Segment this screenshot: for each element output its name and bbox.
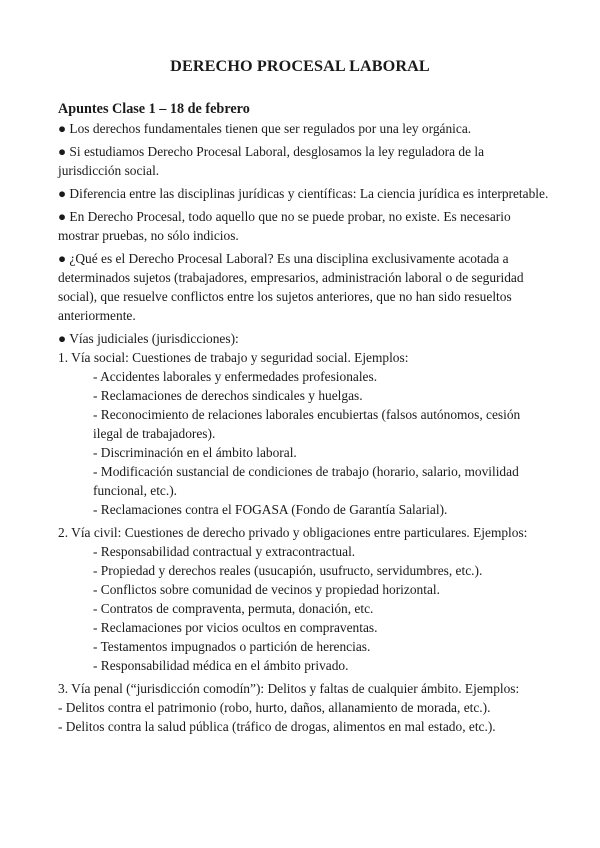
via-social-heading: 1. Vía social: Cuestiones de trabajo y seguridad social. Ejemplos:	[58, 350, 409, 365]
bullet-paragraph: ● Si estudiamos Derecho Procesal Laboral, desglosamos la ley reguladora de la jurisdicción social.	[58, 144, 485, 178]
list-item: - Reconocimiento de relaciones laborales encubiertas (falsos autónomos, cesión ilegal de trabajadores).	[93, 407, 521, 441]
list-item: - Testamentos impugnados o partición de herencias.	[93, 639, 371, 654]
list-item: - Delitos contra la salud pública (tráfico de drogas, alimentos en mal estado, etc.).	[58, 719, 496, 734]
list-item: - Reclamaciones de derechos sindicales y huelgas.	[93, 388, 363, 403]
list-item: - Responsabilidad contractual y extracontractual.	[93, 544, 356, 559]
page-title: DERECHO PROCESAL LABORAL	[170, 57, 430, 75]
via-social-list	[58, 367, 550, 519]
list-item: - Conflictos sobre comunidad de vecinos y propiedad horizontal.	[93, 582, 440, 597]
bullet-paragraph: ● Los derechos fundamentales tienen que ser regulados por una ley orgánica.	[58, 121, 472, 136]
list-item: - Discriminación en el ámbito laboral.	[93, 445, 297, 460]
list-item: - Reclamaciones contra el FOGASA (Fondo de Garantía Salarial).	[93, 502, 448, 517]
list-item: - Accidentes laborales y enfermedades profesionales.	[93, 369, 378, 384]
list-item: - Propiedad y derechos reales (usucapión, usufructo, servidumbres, etc.).	[93, 563, 483, 578]
bullet-paragraph: ● Diferencia entre las disciplinas jurídicas y científicas: La ciencia jurídica es interpretable.	[58, 186, 549, 201]
document-body	[58, 100, 550, 736]
via-civil-heading: 2. Vía civil: Cuestiones de derecho privado y obligaciones entre particulares. Ejemplos:	[58, 525, 528, 540]
list-item: - Modificación sustancial de condiciones de trabajo (horario, salario, movilidad funcional, etc.).	[93, 464, 519, 498]
via-penal-heading: 3. Vía penal (“jurisdicción comodín”): Delitos y faltas de cualquier ámbito. Ejemplos:	[58, 681, 520, 696]
bullet-paragraph: ● Vías judiciales (jurisdicciones):	[58, 331, 239, 346]
list-item: - Delitos contra el patrimonio (robo, hurto, daños, allanamiento de morada, etc.).	[58, 700, 491, 715]
via-civil-list	[58, 542, 550, 675]
bullet-paragraph: ● En Derecho Procesal, todo aquello que no se puede probar, no existe. Es necesario mostrar pruebas, no sólo indicios.	[58, 209, 511, 243]
list-item: - Reclamaciones por vicios ocultos en compraventas.	[93, 620, 378, 635]
class-notes-heading: Apuntes Clase 1 – 18 de febrero	[58, 101, 250, 117]
list-item: - Contratos de compraventa, permuta, donación, etc.	[93, 601, 374, 616]
list-item: - Responsabilidad médica en el ámbito privado.	[93, 658, 349, 673]
bullet-paragraph: ● ¿Qué es el Derecho Procesal Laboral? Es una disciplina exclusivamente acotada a determinados sujetos (trabajadores, empresarios, administración laboral o de seguridad social), que resuelve conflictos entre los sujetos anteriores, que no han sido resueltos anteriormente.	[58, 251, 524, 323]
